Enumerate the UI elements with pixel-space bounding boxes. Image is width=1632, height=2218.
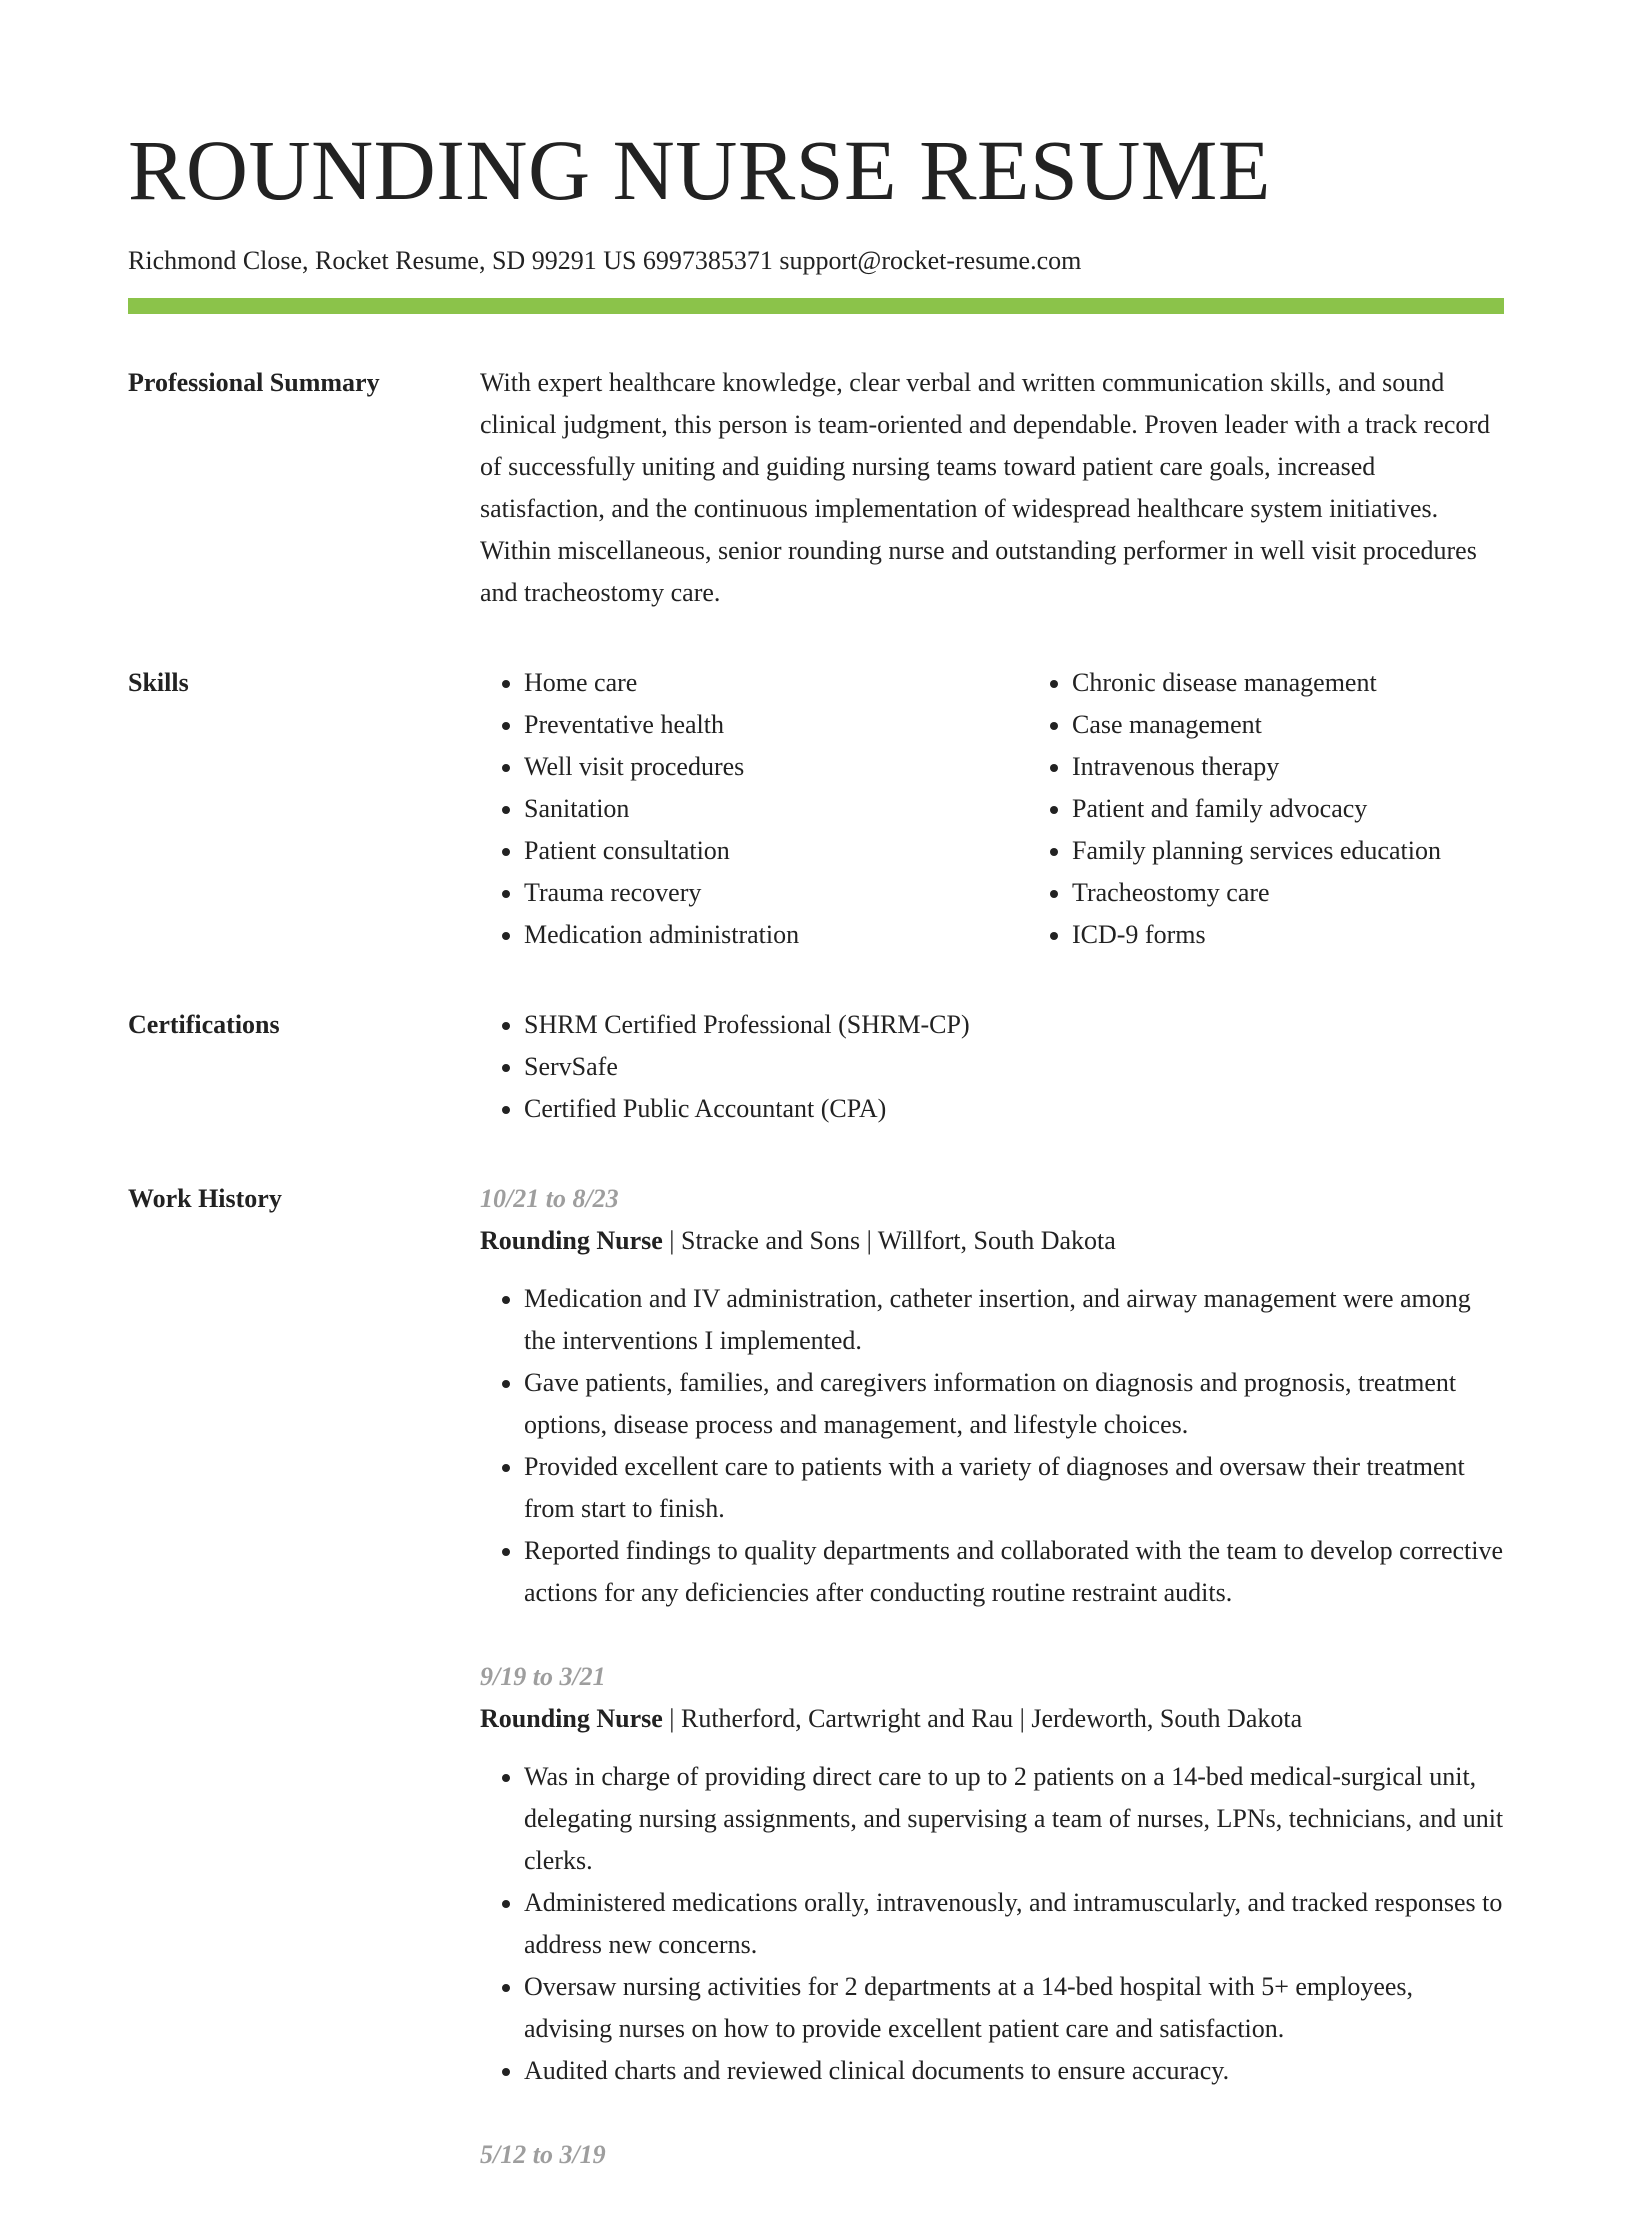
job-title: Rounding Nurse — [480, 1226, 663, 1255]
job-employer: | Rutherford, Cartwright and Rau | Jerdeworth, South Dakota — [662, 1704, 1303, 1733]
job-bullets — [480, 1756, 1504, 2092]
skill-item: • Home care — [524, 662, 1028, 704]
summary-text: With expert healthcare knowledge, clear verbal and written communication skills, and sound clinical judgment, this person is team-oriented and dependable. Proven leader with a track record of successfully uniting and guiding nursing teams toward patient care goals, increased satisfaction, and the continuous implementation of widespread healthcare system initiatives. Within miscellaneous, senior rounding nurse and outstanding performer in well visit procedures and tracheostomy care. — [480, 368, 1491, 607]
skill-item: • Intravenous therapy — [1072, 746, 1576, 788]
skill-item: • Sanitation — [524, 788, 1028, 830]
job-bullet: • Was in charge of providing direct care to up to 2 patients on a 14-bed medical-surgical unit, delegating nursing assignments, and supervising a team of nurses, LPNs, technicians, and unit clerks. — [524, 1756, 1504, 1882]
job-bullet: • Reported findings to quality departments and collaborated with the team to develop corrective actions for any deficiencies after conducting routine restraint audits. — [524, 1530, 1504, 1614]
resume-page — [128, 0, 1504, 2218]
page-title: ROUNDING NURSE RESUME — [128, 122, 1271, 218]
header-divider — [128, 298, 1504, 314]
skill-item: • Medication administration — [524, 914, 1028, 956]
skill-item: • Patient consultation — [524, 830, 1028, 872]
certifications-heading: Certifications — [128, 1010, 280, 1039]
job-entry — [480, 1178, 1504, 1614]
job-bullet: • Oversaw nursing activities for 2 departments at a 14-bed hospital with 5+ employees, advising nurses on how to provide excellent patient care and satisfaction. — [524, 1966, 1504, 2050]
skill-item: • Preventative health — [524, 704, 1028, 746]
certification-item: • Certified Public Accountant (CPA) — [524, 1088, 1504, 1130]
work-history-heading: Work History — [128, 1184, 282, 1213]
job-dates: 5/12 to 3/19 — [480, 2140, 606, 2169]
skill-item: • Patient and family advocacy — [1072, 788, 1576, 830]
job-bullets — [480, 1278, 1504, 1614]
job-entry — [480, 2134, 1504, 2176]
skill-item: • Case management — [1072, 704, 1576, 746]
contact-line: Richmond Close, Rocket Resume, SD 99291 US 6997385371 support@rocket-resume.com — [128, 246, 1082, 275]
job-bullet: • Provided excellent care to patients with a variety of diagnoses and oversaw their treatment from start to finish. — [524, 1446, 1504, 1530]
job-entry — [480, 1656, 1504, 2092]
certification-item: • SHRM Certified Professional (SHRM-CP) — [524, 1004, 1504, 1046]
job-bullet: • Medication and IV administration, catheter insertion, and airway management were among the interventions I implemented. — [524, 1278, 1504, 1362]
skill-item: • ICD-9 forms — [1072, 914, 1576, 956]
skill-item: • Trauma recovery — [524, 872, 1028, 914]
job-bullet: • Gave patients, families, and caregivers information on diagnosis and prognosis, treatment options, disease process and management, and lifestyle choices. — [524, 1362, 1504, 1446]
job-title-line — [480, 1220, 1504, 1262]
certifications-list — [480, 1004, 1504, 1130]
job-title-line — [480, 1698, 1504, 1740]
skill-item: • Tracheostomy care — [1072, 872, 1576, 914]
certification-item: • ServSafe — [524, 1046, 1504, 1088]
job-employer: | Stracke and Sons | Willfort, South Dakota — [662, 1226, 1116, 1255]
job-bullet: • Administered medications orally, intravenously, and intramuscularly, and tracked responses to address new concerns. — [524, 1882, 1504, 1966]
skills-list-left — [480, 662, 1028, 956]
job-dates: 10/21 to 8/23 — [480, 1184, 619, 1213]
skill-item: • Well visit procedures — [524, 746, 1028, 788]
job-bullet: • Audited charts and reviewed clinical documents to ensure accuracy. — [524, 2050, 1504, 2092]
job-title: Rounding Nurse — [480, 1704, 663, 1733]
summary-heading: Professional Summary — [128, 368, 380, 397]
summary-section — [128, 362, 1504, 614]
skills-heading: Skills — [128, 668, 189, 697]
skill-item: • Chronic disease management — [1072, 662, 1576, 704]
certifications-section — [128, 1004, 1504, 1130]
work-history-section — [128, 1178, 1504, 2218]
skills-section — [128, 662, 1504, 956]
skill-item: • Family planning services education — [1072, 830, 1576, 872]
skills-list-right — [1028, 662, 1576, 956]
job-dates: 9/19 to 3/21 — [480, 1662, 606, 1691]
